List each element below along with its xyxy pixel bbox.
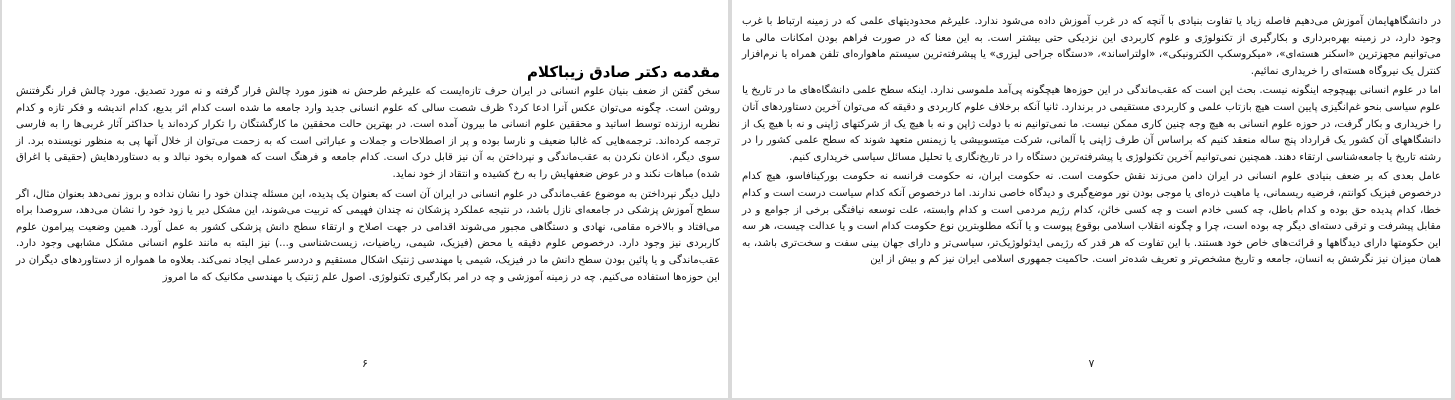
- paragraph: در دانشگاههایمان آموزش می‌دهیم فاصله زیاد یا تفاوت بنیادی با آنچه که در غرب آموزش داده می‌شود ندارد. علیرغم محدودیتهای علمی که در زمینه ارتباط با غرب وجود دارد، در زمینه بهره‌برداری و بکارگیری از تکنولوژی و علوم کاربردی این نزدیکی حتی بیشتر است. به این معنا که در صورت فراهم بودن امکانات مالی ما می‌توانیم مجهزترین «اسکنر هسته‌ای»، «میکروسکپ الکترونیکی»، «اولتراساند»، «دستگاه جراحی لیزری» یا پیشرفته‌ترین سیستم ماهواره‌ای تلفن همراه یا نرم‌افزار کنترل یک نیروگاه هسته‌ای را خریداری نمائیم.: [742, 16, 1441, 77]
- page-left: [2, 0, 728, 398]
- chapter-title: مقدمه دکتر صادق زیباکلام: [526, 63, 720, 81]
- page-right-body: [742, 14, 1441, 269]
- page-number-left: ۶: [362, 357, 368, 370]
- page-left-body: [16, 84, 720, 286]
- paragraph: دلیل دیگر نپرداختن به موضوع عقب‌ماندگی در علوم انسانی در ایران آن است که بعنوان یک پدیده، این مسئله چندان خود را نشان نداده و بروز نمی‌دهد بعنوان مثال، اگر سطح آموزش پزشکی در جامعه‌ای نازل باشد، در نتیجه عملکرد پزشکان نه چندان فهیمی که تربیت می‌شوند، این مشکل دیر یا زود خود را نشان می‌دهد، سروصدا براه می‌افتاد و بالاخره مقامی، نهادی و دستگاهی مجبور می‌شوند اقدامی در جهت اصلاح و ارتقاء سطح دانش پزشکی کشور به عمل آورد. همین وضعیت پیرامون علوم کاربردی نیز وجود دارد. درخصوص علوم دقیقه یا محض (فیزیک، شیمی، ریاضیات، زیست‌شناسی و...) نیز البته به مانند علوم انسانی مشکل مشابهی وجود دارد. عقب‌ماندگی و یا پائین بودن سطح دانش ما در فیزیک، شیمی یا مهندسی ژنتیک اشکال مستقیم و دردسر عملی ایجاد نمی‌کند. بعلاوه ما همواره از دستاوردهای دیگران در این حوزه‌ها استفاده می‌کنیم. چه در زمینه آموزشی و چه در امر بکارگیری تکنولوژی. اصول علم ژنتیک یا مهندسی مکانیک که ما امروز: [16, 188, 720, 283]
- paragraph: اما در علوم انسانی بهیچوجه اینگونه نیست. بحث این است که عقب‌ماندگی در این حوزه‌ها هیچگونه پی‌آمد ملموسی ندارد. اینکه سطح علمی دانشگاه‌های ما در تاریخ یا علوم سیاسی بنحو غم‌انگیزی پایین است هیچ بازتاب علمی و کاربردی مستقیمی در برندارد. ثانیا آنکه برخلاف علوم کاربردی و دقیقه که می‌توان آخرین دستاوردهای آنان را خریداری و بکار گرفت، در حوزه علوم انسانی به هیچ وجه چنین کاری ممکن نیست. ما نمی‌توانیم نه با دولت ژاپن و نه با هیچ یک از شرکتهای ژاپنی و نه با هیچ یک از دانشگاههای آن کشور یک قرارداد پنج ساله منعقد کنیم که براساس آن طرف ژاپنی یا آلمانی، شرکت میتسوبیشی یا زیمنس متعهد شوند که سطح علمی کشور را در رشته تاریخ یا جامعه‌شناسی ارتقاء دهند. همچنین نمی‌توانیم آخرین تکنولوژی یا پیشرفته‌ترین دستگاه را در تاریخ‌نگاری یا تحلیل مسائل سیاسی خریداری کنیم.: [742, 85, 1441, 163]
- paragraph: عامل بعدی که بر ضعف بنیادی علوم انسانی در ایران دامن می‌زند نقش حکومت است. نه حکومت ایران، نه حکومت فرانسه نه حکومت بورکینافاسو، هیچ کدام درخصوص فیزیک کوانتم، فرضیه ریسمانی، یا ماهیت ذره‌ای یا موجی بودن نور موضع‌گیری و دیدگاه خاصی ندارند. اما درخصوص آنکه کدام سیاست درست است و کدام خطا، کدام پدیده حق بوده و کدام باطل، چه کسی خادم است و چه کسی خائن، کدام رژیم مردمی است و کدام وابسته، علت توسعه نیافتگی برخی از جوامع و در مقابل پیشرفت و ترقی دسته‌ای دیگر چه بوده است، چرا و چگونه انقلاب اسلامی بوقوع پیوست و یا آنکه مطلوبترین نوع حکومت کدام است و یا عدالت چیست، هر سه این حکومتها دارای دیدگاهها و قرائت‌های خاص خود هستند. با این تفاوت که هر قدر که رژیمی ایدئولوژیک‌تر، سیاسی‌تر و دارای جهان بینی سفت و سخت‌تری باشد، به همان میزان نیز نگرشش به انسان، جامعه و تاریخ مشخص‌تر و تعریف شده‌تر است. حاکمیت جمهوری اسلامی ایران نیز کم و بیش از این: [742, 171, 1441, 266]
- page-number-right: ۷: [1088, 357, 1095, 370]
- page-right: [732, 0, 1451, 398]
- paragraph: سخن گفتن از ضعف بنیان علوم انسانی در ایران حرف تازه‌ایست که علیرغم طرحش نه هنوز مورد چالش قرار گرفته و نه مورد تصدیق. مورد چالش قرار نگرفتنش روشن است. چگونه می‌توان عکس آنرا ادعا کرد؟ ظرف شصت سالی که علوم انسانی جدید وارد جامعه ما شده است کدام اثر بدیع، کدام اندیشه و فکر تازه و کدام نظریه ارزنده توسط اساتید و محققین علوم انسانی ما بیرون آمده است. در بهترین حالت محققین ما کارگشتگان را تکرار کرده‌اند یا حداکثر آثار غربی‌ها را به فارسی ترجمه کرده‌اند. ترجمه‌هایی که غالبا ضعیف و نارسا بوده و پر از اصطلاحات و جملات و عباراتی است که به زحمت می‌توان از خلال آنها پی به منظور نویسنده برد. از سوی دیگر، اذعان نکردن به عقب‌ماندگی و نپرداختن به آن نیز قابل درک است. کدام جامعه و فرهنگ است که همواره بخود نبالد و به دستاوردهایش (حقیقی یا اغراق شده) مباهات نکند و در عوض ضعفهایش را به رخ کشیده و انتقاد از خود نماید.: [16, 86, 720, 180]
